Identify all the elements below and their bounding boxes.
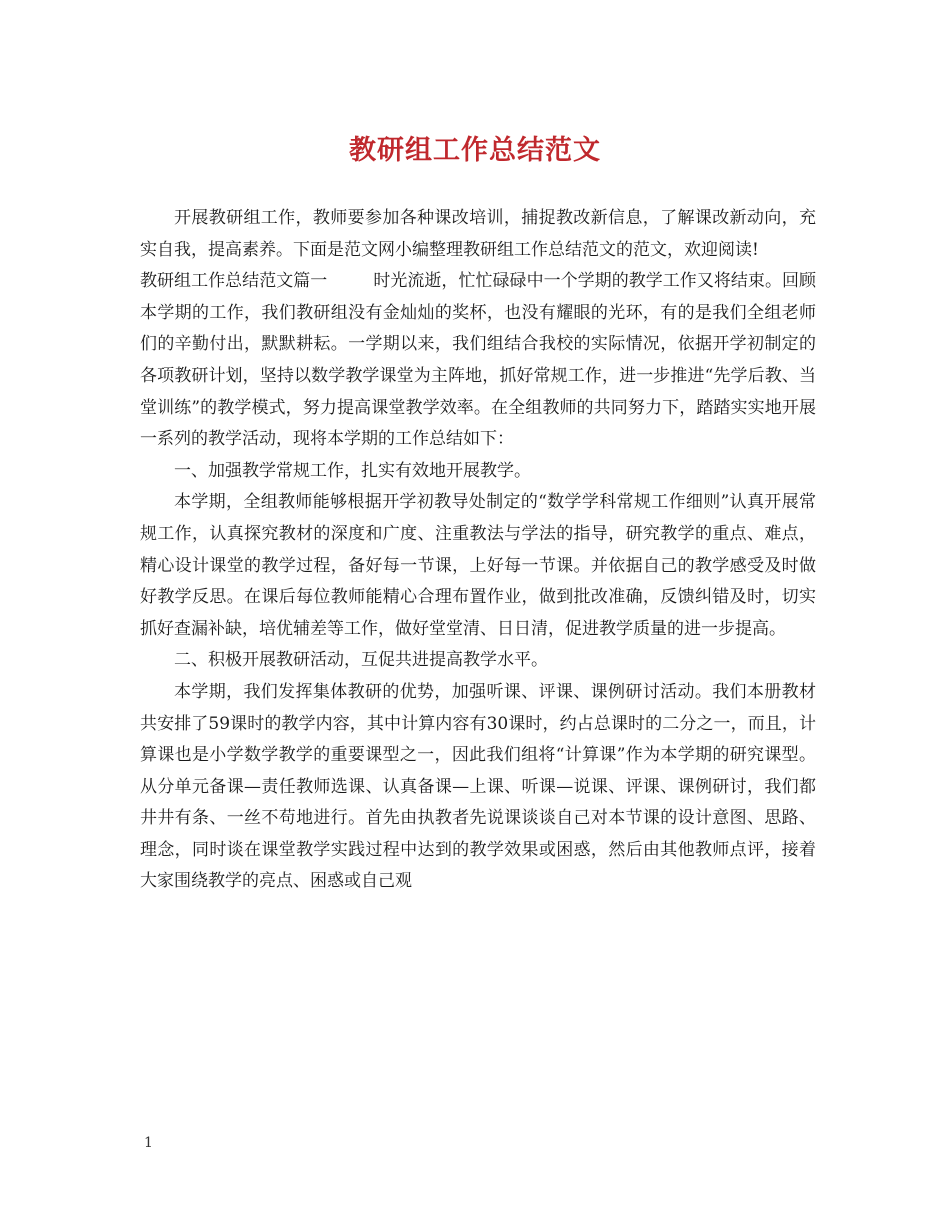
section-heading: 教研组工作总结范文篇一 — [140, 271, 328, 292]
heading-2: 二、积极开展教研活动，互促共进提高教学水平。 — [174, 650, 548, 671]
document-body — [140, 203, 816, 898]
document-title: 教研组工作总结范文 — [349, 135, 601, 166]
intro-paragraph: 开展教研组工作，教师要参加各种课改培训，捕捉教改新信息，了解课改新动向，充实自我，提高素养。下面是范文网小编整理教研组工作总结范文的范文，欢迎阅读! — [140, 208, 816, 260]
heading-1: 一、加强教学常规工作，扎实有效地开展教学。 — [174, 460, 531, 481]
paragraph-2: 本学期，全组教师能够根据开学初教导处制定的“数学学科常规工作细则”认真开展常规工作，认真探究教材的深度和广度、注重教法与学法的指导，研究教学的重点、难点，精心设计课堂的教学过程，备好每一节课，上好每一节课。并依据自己的教学感受及时做好教学反思。在课后每位教师能精心合理布置作业，做到批改准确，反馈纠错及时，切实抓好查漏补缺，培优辅差等工作，做好堂堂清、日日清，促进教学质量的进一步提高。 — [140, 492, 816, 639]
section-paragraph-1-text: 时光流逝，忙忙碌碌中一个学期的教学工作又将结束。回顾本学期的工作，我们教研组没有金灿灿的奖杯，也没有耀眼的光环，有的是我们全组老师们的辛勤付出，默默耕耘。一学期以来，我们组结合我校的实际情况，依据开学初制定的各项教研计划，坚持以数学教学课堂为主阵地，抓好常规工作，进一步推进“先学后教、当堂训练”的教学模式，努力提高课堂教学效率。在全组教师的共同努力下，踏踏实实地开展一系列的教学活动，现将本学期的工作总结如下： — [140, 271, 816, 450]
paragraph-3: 本学期，我们发挥集体教研的优势，加强听课、评课、课例研讨活动。我们本册教材共安排了59课时的教学内容，其中计算内容有30课时，约占总课时的二分之一，而且，计算课也是小学数学教学的重要课型之一，因此我们组将“计算课”作为本学期的研究课型。从分单元备课—责任教师选课、认真备课—上课、听课—说课、评课、课例研讨，我们都井井有条、一丝不苟地进行。首先由执教者先说课谈谈自己对本节课的设计意图、思路、理念，同时谈在课堂教学实践过程中达到的教学效果或困惑，然后由其他教师点评，接着大家围绕教学的亮点、困惑或自己观 — [140, 681, 816, 892]
section-paragraph-1 — [140, 266, 816, 456]
page-number: 1 — [144, 1135, 153, 1151]
